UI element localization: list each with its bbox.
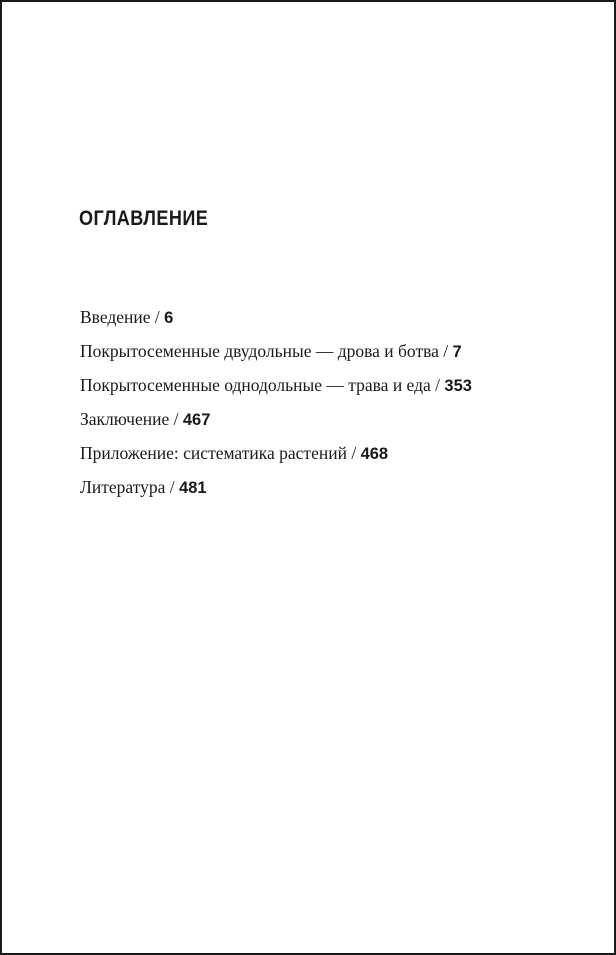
table-of-contents <box>80 304 472 508</box>
toc-separator: / <box>150 307 165 327</box>
toc-separator: / <box>438 341 453 361</box>
toc-page-number: 7 <box>452 343 462 361</box>
toc-entry-title: Заключение <box>80 409 170 429</box>
toc-entry-title: Литература <box>80 477 166 497</box>
toc-entry-title: Приложение: систематика растений <box>80 443 347 463</box>
toc-page-number: 481 <box>179 479 207 497</box>
toc-separator: / <box>346 443 361 463</box>
toc-page-number: 6 <box>164 309 174 327</box>
toc-entry-title: Введение <box>80 307 151 327</box>
toc-separator: / <box>430 375 445 395</box>
toc-entry-conclusion[interactable] <box>80 406 472 440</box>
toc-entry-monocots[interactable] <box>80 372 472 406</box>
toc-entry-appendix[interactable] <box>80 440 472 474</box>
toc-page-number: 353 <box>444 377 472 395</box>
toc-entry-dicots[interactable] <box>80 338 472 372</box>
page-title: ОГЛАВЛЕНИЕ <box>79 207 209 230</box>
toc-separator: / <box>165 477 180 497</box>
toc-entry-introduction[interactable] <box>80 304 472 338</box>
toc-page-number: 468 <box>360 445 389 463</box>
toc-entry-title: Покрытосеменные двудольные — дрова и ботва <box>80 341 439 361</box>
toc-entry-literature[interactable] <box>80 474 472 508</box>
toc-page-number: 467 <box>182 411 211 429</box>
toc-entry-title: Покрытосеменные однодольные — трава и еда <box>80 375 431 395</box>
toc-separator: / <box>169 409 183 429</box>
